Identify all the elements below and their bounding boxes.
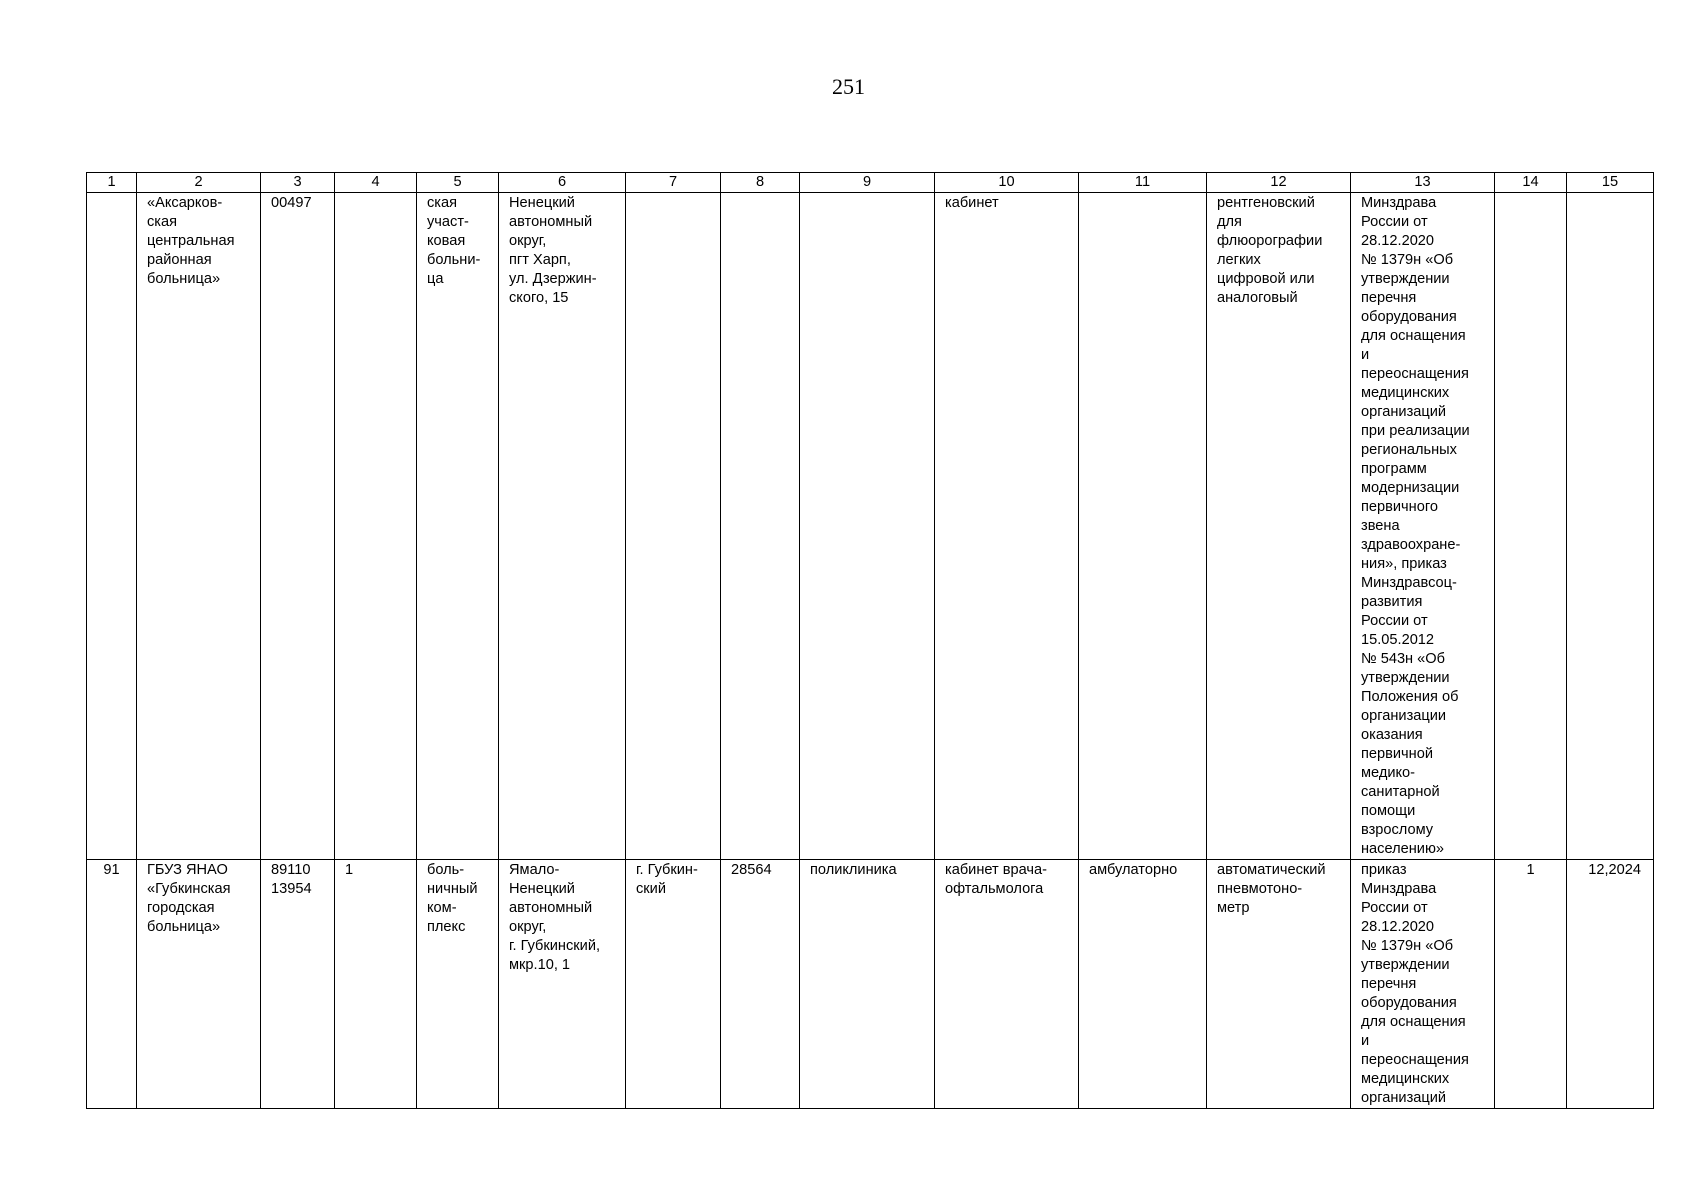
table-cell: поликлиника [800, 860, 935, 1109]
table-row [87, 860, 1654, 1109]
table-cell: ская участ- ковая больни- ца [417, 193, 499, 860]
table-cell: 91 [87, 860, 137, 1109]
table-cell [626, 193, 721, 860]
table-cell: 1 [1495, 860, 1567, 1109]
table-cell: Ямало- Ненецкий автономный округ, г. Губкинский, мкр.10, 1 [499, 860, 626, 1109]
table-cell: Минздрава России от 28.12.2020 № 1379н «Об утверждении перечня оборудования для оснащения и переоснащения медицинских организаций при реализации региональных программ модернизации первичного звена здравоохране- ния», приказ Минздравсоц- развития России от 15.05.2012 № 543н «Об утверждении Положения об организации оказания первичной медико- санитарной помощи взрослому населению» [1351, 193, 1495, 860]
table-cell: автоматический пневмотоно- метр [1207, 860, 1351, 1109]
column-header: 7 [626, 173, 721, 193]
page-number: 251 [832, 74, 865, 99]
column-header: 9 [800, 173, 935, 193]
table-cell [1079, 193, 1207, 860]
table-cell: «Аксарков- ская центральная районная больница» [137, 193, 261, 860]
table-cell: 00497 [261, 193, 335, 860]
column-header: 1 [87, 173, 137, 193]
table-cell: 1 [335, 860, 417, 1109]
table-row [87, 193, 1654, 860]
table-cell [721, 193, 800, 860]
column-header: 12 [1207, 173, 1351, 193]
column-header: 10 [935, 173, 1079, 193]
table-cell [1567, 193, 1654, 860]
table-cell: кабинет [935, 193, 1079, 860]
table-cell: Ненецкий автономный округ, пгт Харп, ул. Дзержин- ского, 15 [499, 193, 626, 860]
table-cell: амбулаторно [1079, 860, 1207, 1109]
column-header: 2 [137, 173, 261, 193]
header-row [87, 173, 1654, 193]
column-header: 6 [499, 173, 626, 193]
table-cell: рентгеновский для флюорографии легких цифровой или аналоговый [1207, 193, 1351, 860]
column-header: 8 [721, 173, 800, 193]
column-header: 14 [1495, 173, 1567, 193]
table-cell: ГБУЗ ЯНАО «Губкинская городская больница» [137, 860, 261, 1109]
table-cell: 12,2024 [1567, 860, 1654, 1109]
column-header: 5 [417, 173, 499, 193]
table-cell: 28564 [721, 860, 800, 1109]
table-cell [1495, 193, 1567, 860]
table-cell: боль- ничный ком- плекс [417, 860, 499, 1109]
table-cell: приказ Минздрава России от 28.12.2020 № 1379н «Об утверждении перечня оборудования для оснащения и переоснащения медицинских организаций [1351, 860, 1495, 1109]
column-header: 4 [335, 173, 417, 193]
table-cell [335, 193, 417, 860]
table-cell: г. Губкин- ский [626, 860, 721, 1109]
table-cell: кабинет врача- офтальмолога [935, 860, 1079, 1109]
column-header: 3 [261, 173, 335, 193]
table-cell: 89110 13954 [261, 860, 335, 1109]
column-header: 11 [1079, 173, 1207, 193]
data-table [86, 172, 1654, 1109]
column-header: 15 [1567, 173, 1654, 193]
table-cell [800, 193, 935, 860]
table-cell [87, 193, 137, 860]
column-header: 13 [1351, 173, 1495, 193]
